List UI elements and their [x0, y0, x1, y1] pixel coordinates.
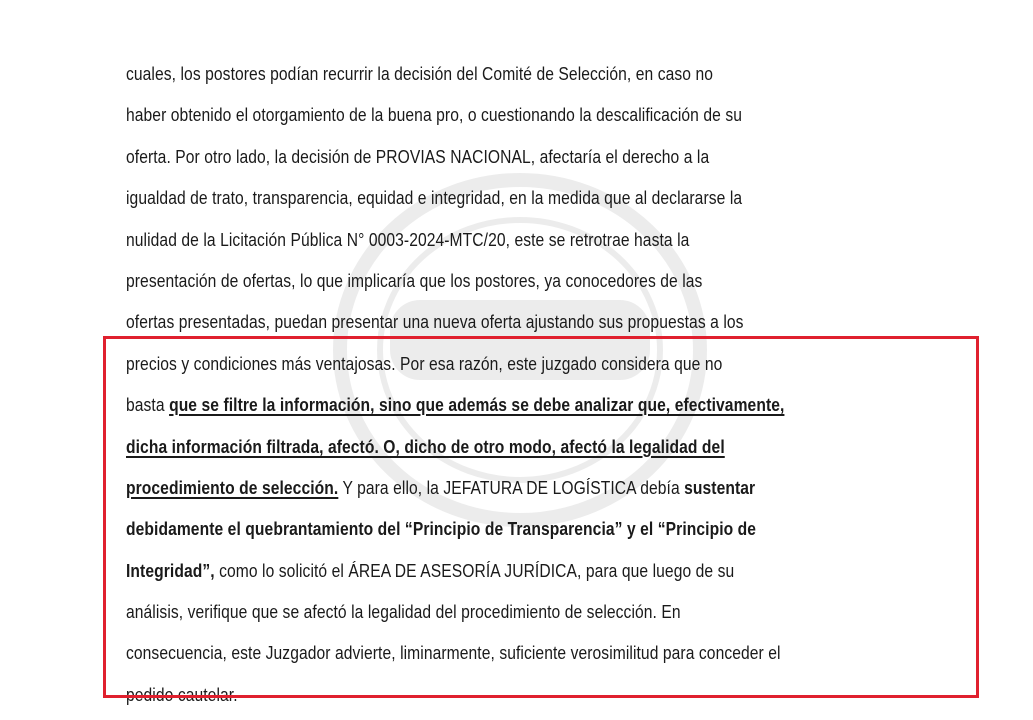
underlined-bold-text: procedimiento de selección. [126, 476, 339, 498]
text-line-3: oferta. Por otro lado, la decisión de PROVIAS NACIONAL, afectaría el derecho a la [126, 145, 710, 167]
text-line-4: igualdad de trato, transparencia, equidad e integridad, en la medida que al declararse la [126, 187, 743, 209]
text-line-15: consecuencia, este Juzgador advierte, liminarmente, suficiente verosimilitud para conceder el [126, 642, 781, 664]
text-line-2: haber obtenido el otorgamiento de la buena pro, o cuestionando la descalificación de su [126, 104, 743, 126]
text-line-1: cuales, los postores podían recurrir la decisión del Comité de Selección, en caso no [126, 63, 714, 84]
underlined-bold-text: que se filtre la información, sino que además se debe analizar que, efectivamente, [169, 394, 785, 416]
text-segment: Y para ello, la JEFATURA DE LOGÍSTICA debía [338, 476, 685, 498]
text-line-6: presentación de ofertas, lo que implicaría que los postores, ya conocedores de las [126, 269, 703, 291]
text-line-7: ofertas presentadas, puedan presentar una nueva oferta ajustando sus propuestas a los [126, 311, 744, 333]
text-line-10: dicha información filtrada, afectó. O, dicho de otro modo, afectó la legalidad del [126, 435, 725, 457]
text-segment: basta [126, 394, 170, 416]
text-line-12: debidamente el quebrantamiento del “Principio de Transparencia” y el “Principio de [126, 518, 757, 540]
text-segment: como lo solicitó el ÁREA DE ASESORÍA JURÍDICA, para que luego de su [214, 559, 735, 581]
text-line-8: precios y condiciones más ventajosas. Por esa razón, este juzgado considera que no [126, 352, 723, 374]
bold-text: Integridad”, [126, 559, 215, 581]
text-line-5: nulidad de la Licitación Pública N° 0003-2024-MTC/20, este se retrotrae hasta la [126, 228, 690, 250]
text-line-14: análisis, verifique que se afectó la legalidad del procedimiento de selección. En [126, 601, 681, 623]
text-line-16: pedido cautelar. [126, 683, 238, 705]
red-highlight-box [103, 336, 979, 698]
bold-text: sustentar [684, 476, 756, 498]
